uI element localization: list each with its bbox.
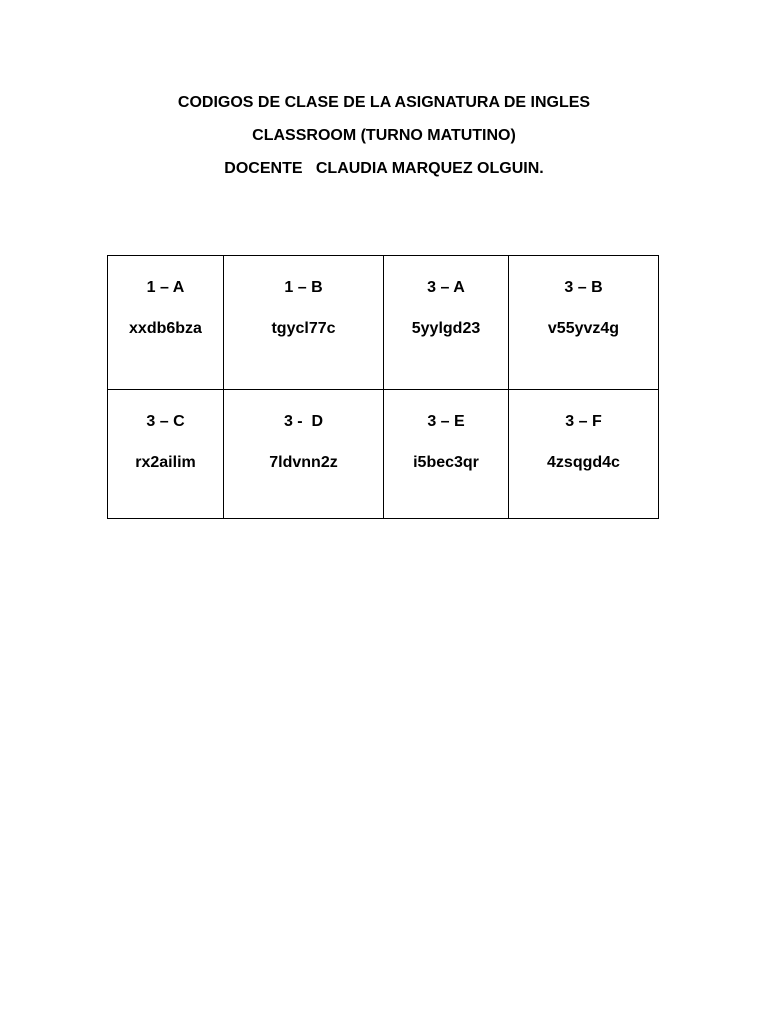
group-label: 1 – B [284,279,323,296]
class-code: 4zsqgd4c [547,454,620,471]
class-code: rx2ailim [135,454,196,471]
table-cell [224,390,384,519]
document-subtitle: CLASSROOM (TURNO MATUTINO) [252,127,516,144]
table-cell [108,390,224,519]
class-code: 7ldvnn2z [269,454,338,471]
table-row [108,256,659,390]
class-codes-table [107,255,659,519]
group-label: 3 - D [283,413,324,430]
teacher-name: DOCENTE CLAUDIA MARQUEZ OLGUIN. [224,160,544,177]
class-code: v55yvz4g [547,320,620,337]
document-title: CODIGOS DE CLASE DE LA ASIGNATURA DE INGLES [177,94,591,111]
table-cell [384,390,509,519]
table-row [108,390,659,519]
class-code: xxdb6bza [129,320,202,337]
group-label: 3 – C [146,413,185,430]
group-label: 3 – A [427,279,465,296]
class-code: i5bec3qr [413,454,479,471]
class-code: 5yylgd23 [411,320,481,337]
table-cell [224,256,384,390]
group-label: 3 – B [564,279,603,296]
table-cell [108,256,224,390]
table-cell [509,390,659,519]
group-label: 1 – A [146,279,185,296]
table-cell [384,256,509,390]
group-label: 3 – E [427,413,465,430]
table-cell [509,256,659,390]
group-label: 3 – F [565,413,602,430]
class-code: tgycl77c [271,320,336,337]
